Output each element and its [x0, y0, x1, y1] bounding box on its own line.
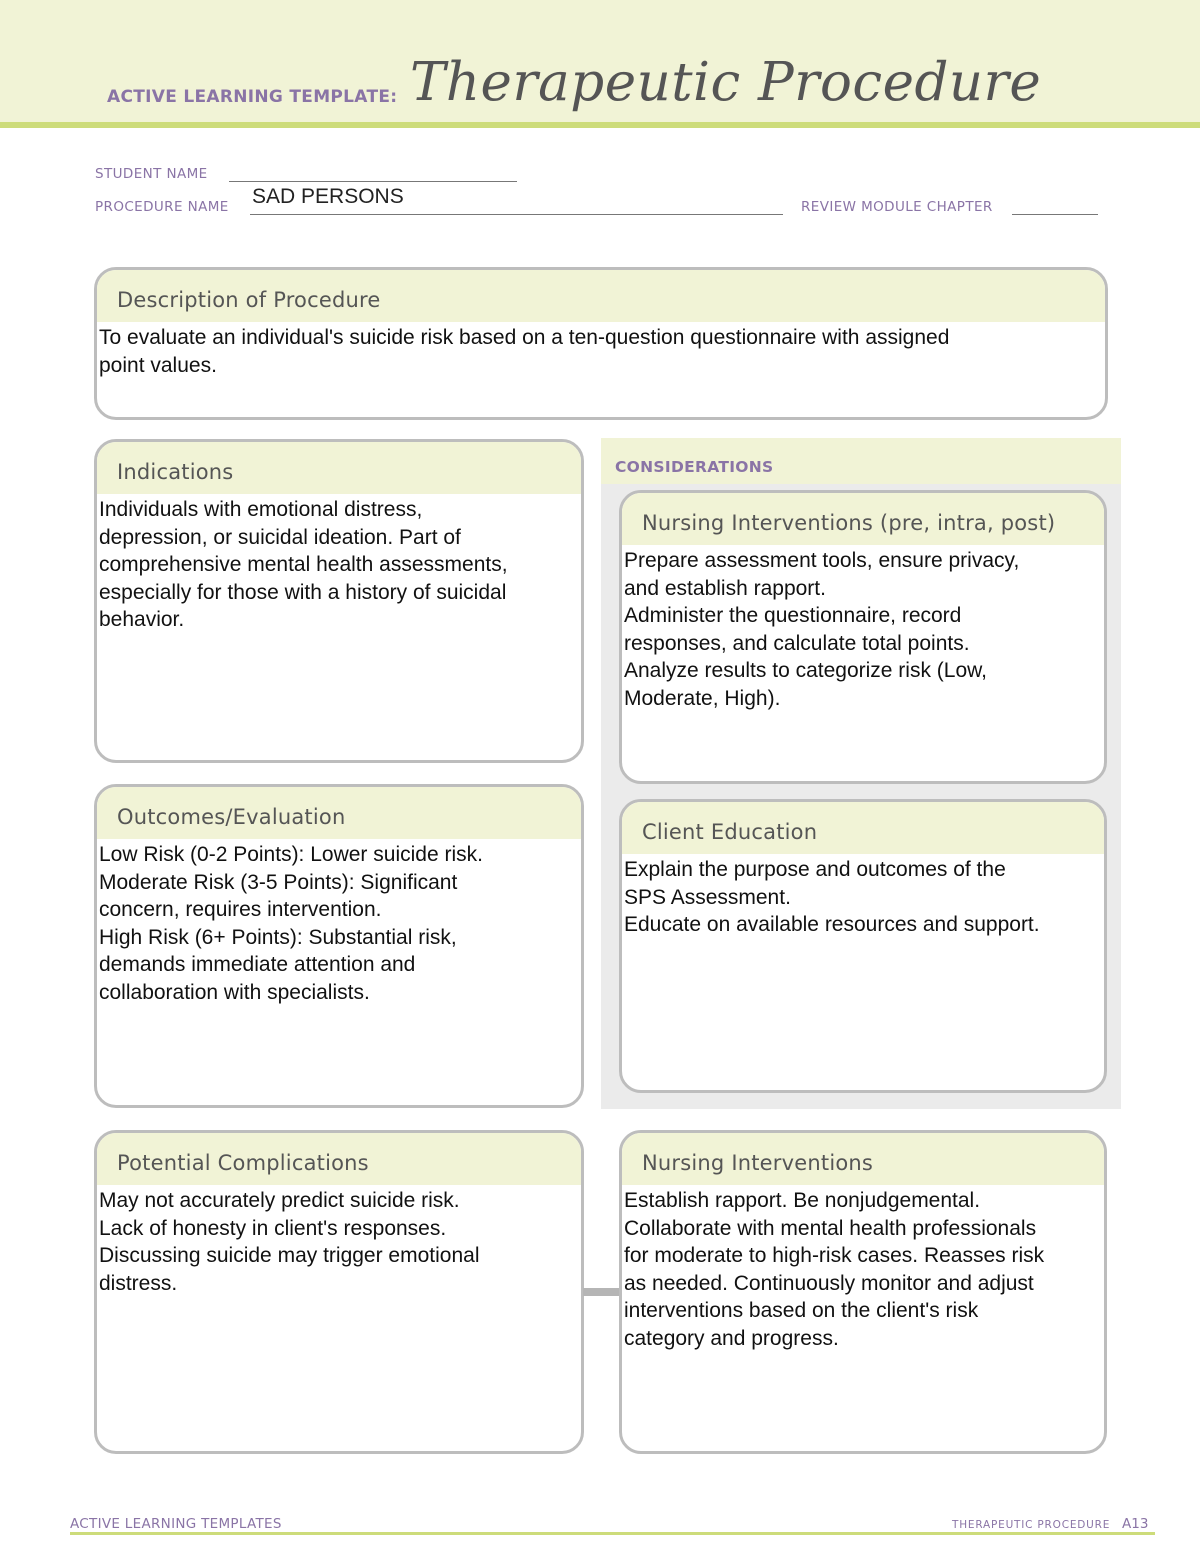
procedure-name-label: PROCEDURE NAME: [95, 199, 229, 215]
footer-rule: [70, 1532, 1155, 1535]
footer-right: THERAPEUTIC PROCEDURE: [952, 1519, 1111, 1531]
indications-box: [94, 439, 584, 763]
outcomes-line: High Risk (6+ Points): Substantial risk,: [99, 925, 457, 949]
nursing-interventions-ppp-line: Administer the questionnaire, record: [624, 604, 962, 627]
outcomes-line: concern, requires intervention.: [99, 898, 382, 921]
outcomes-box: [94, 784, 584, 1108]
complications-heading: Potential Complications: [97, 1133, 581, 1185]
outcomes-line: Low Risk (0-2 Points): Lower suicide risk.: [99, 843, 483, 866]
nursing-interventions-ppp-text[interactable]: [622, 545, 1104, 712]
nursing-interventions-line: as needed. Continuously monitor and adjust: [624, 1271, 1034, 1295]
header-rule: [0, 122, 1200, 128]
complications-line: distress.: [99, 1271, 178, 1295]
considerations-label: CONSIDERATIONS: [615, 458, 774, 476]
nursing-interventions-text[interactable]: [622, 1185, 1104, 1352]
indications-line: Individuals with emotional distress,: [99, 498, 423, 521]
nursing-interventions-line: category and progress.: [624, 1326, 839, 1350]
review-module-label: REVIEW MODULE CHAPTER: [801, 199, 993, 215]
description-box: [94, 267, 1108, 420]
template-label: ACTIVE LEARNING TEMPLATE:: [107, 87, 398, 107]
indications-line: behavior.: [99, 608, 185, 631]
nursing-interventions-ppp-line: Analyze results to categorize risk (Low,: [624, 659, 987, 682]
nursing-interventions-ppp-line: Moderate, High).: [624, 686, 781, 710]
complications-text[interactable]: [97, 1185, 581, 1297]
page-title: Therapeutic Procedure: [410, 52, 1042, 113]
page-number: A13: [1122, 1516, 1149, 1532]
description-line: point values.: [99, 353, 217, 377]
description-text[interactable]: [97, 322, 1105, 379]
indications-line: especially for those with a history of suicidal: [99, 580, 507, 604]
student-name-field[interactable]: [229, 181, 517, 182]
nursing-interventions-heading: Nursing Interventions: [622, 1133, 1104, 1185]
indications-line: depression, or suicidal ideation. Part of: [99, 525, 461, 549]
client-education-line: SPS Assessment.: [624, 885, 791, 909]
description-line: To evaluate an individual's suicide risk based on a ten-question questionnaire with assigned: [99, 326, 950, 349]
client-education-text[interactable]: [622, 854, 1104, 939]
client-education-heading: Client Education: [622, 802, 1104, 854]
outcomes-text[interactable]: [97, 839, 581, 1006]
complications-line: Lack of honesty in client's responses.: [99, 1216, 447, 1240]
student-name-label: STUDENT NAME: [95, 166, 208, 182]
review-module-field[interactable]: [1012, 214, 1098, 215]
procedure-name-value: SAD PERSONS: [252, 185, 404, 208]
footer-left: ACTIVE LEARNING TEMPLATES: [70, 1516, 282, 1532]
nursing-interventions-line: for moderate to high-risk cases. Reasses risk: [624, 1244, 1045, 1267]
indications-line: comprehensive mental health assessments,: [99, 553, 508, 576]
description-heading: Description of Procedure: [97, 270, 1105, 322]
nursing-interventions-ppp-box: [619, 490, 1107, 784]
nursing-interventions-ppp-heading: Nursing Interventions (pre, intra, post): [622, 493, 1104, 545]
complications-line: May not accurately predict suicide risk.: [99, 1189, 460, 1212]
indications-text[interactable]: [97, 494, 581, 634]
outcomes-line: collaboration with specialists.: [99, 980, 370, 1004]
nursing-interventions-ppp-line: Prepare assessment tools, ensure privacy,: [624, 549, 1020, 572]
nursing-interventions-line: Establish rapport. Be nonjudgemental.: [624, 1189, 981, 1212]
outcomes-line: Moderate Risk (3-5 Points): Significant: [99, 870, 458, 894]
nursing-interventions-ppp-line: and establish rapport.: [624, 576, 826, 600]
client-education-box: [619, 799, 1107, 1093]
outcomes-heading: Outcomes/Evaluation: [97, 787, 581, 839]
complications-line: Discussing suicide may trigger emotional: [99, 1244, 480, 1267]
complications-box: [94, 1130, 584, 1454]
indications-heading: Indications: [97, 442, 581, 494]
procedure-name-field[interactable]: [250, 214, 783, 215]
nursing-interventions-line: interventions based on the client's risk: [624, 1299, 979, 1322]
client-education-line: Explain the purpose and outcomes of the: [624, 858, 1006, 881]
outcomes-line: demands immediate attention and: [99, 953, 416, 976]
client-education-line: Educate on available resources and support.: [624, 913, 1040, 936]
box-connector: [583, 1288, 621, 1296]
nursing-interventions-box: [619, 1130, 1107, 1454]
nursing-interventions-line: Collaborate with mental health professionals: [624, 1216, 1037, 1240]
nursing-interventions-ppp-line: responses, and calculate total points.: [624, 631, 970, 655]
